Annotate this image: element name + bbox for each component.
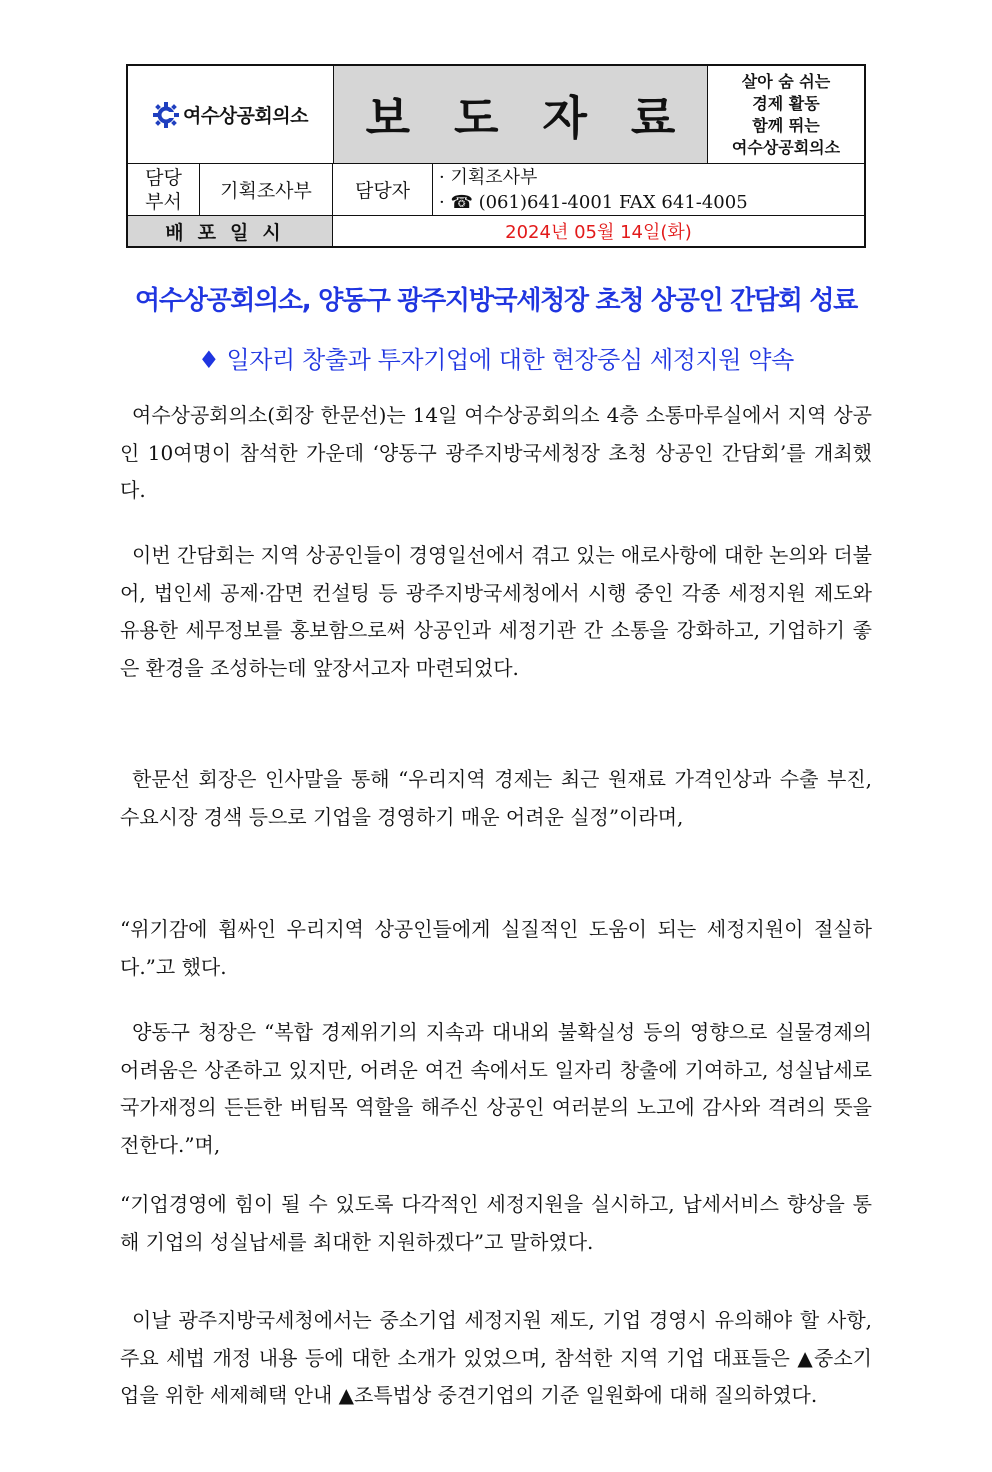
- body-paragraph: “기업경영에 힘이 될 수 있도록 다각적인 세정지원을 실시하고, 납세서비스 향상을 통해 기업의 성실납세를 최대한 지원하겠다”고 말하였다.: [120, 1192, 872, 1254]
- org-name: 여수상공회의소: [183, 105, 308, 127]
- body-paragraph: 한문선 회장은 인사말을 통해 “우리지역 경제는 최근 원재료 가격인상과 수출 부진, 수요시장 경색 등으로 기업을 경영하기 매운 어려운 실정”이라며,: [120, 767, 872, 829]
- body-paragraph: 이날 광주지방국세청에서는 중소기업 세정지원 제도, 기업 경영시 유의해야 할 사항, 주요 세법 개정 내용 등에 대한 소개가 있었으며, 참석한 지역 기업 대표들은 ▲중소기업을 위한 세제혜택 안내 ▲조특법상 중견기업의 기준 일원화에 대해 질의하였다.: [120, 1308, 872, 1407]
- headline: 여수상공회의소, 양동구 광주지방국세청장 초청 상공인 간담회 성료: [135, 286, 857, 316]
- contact-dept: · 기획조사부: [439, 166, 538, 188]
- dept-value: 기획조사부: [200, 164, 333, 215]
- body-paragraph: “위기감에 휩싸인 우리지역 상공인들에게 실질적인 도움이 되는 세정지원이 절실하다.”고 했다.: [120, 917, 872, 979]
- org-logo: [128, 66, 334, 163]
- chamber-logo-icon: [153, 102, 179, 128]
- slogan: [708, 66, 864, 163]
- dept-label-line: 담당: [145, 166, 182, 189]
- slogan-line: 여수상공회의소: [731, 137, 841, 157]
- dept-label: [128, 164, 200, 215]
- slogan-line: 살아 숨 쉬는: [741, 71, 831, 91]
- contact-label: 담당자: [333, 164, 433, 215]
- slogan-line: 함께 뛰는: [752, 115, 820, 135]
- press-release-header: [126, 64, 866, 248]
- header-date-row: [128, 216, 864, 246]
- title-cell: [334, 66, 720, 163]
- dept-label-line: 부서: [145, 190, 182, 213]
- body-paragraph: 이번 간담회는 지역 상공인들이 경영일선에서 겪고 있는 애로사항에 대한 논의와 더불어, 법인세 공제·감면 컨설팅 등 광주지방국세청에서 시행 중인 각종 세정지원 제도와 유용한 세무정보를 홍보함으로써 상공인과 세정기관 간 소통을 강화하고, 기업하기 좋은 환경을 조성하는데 앞장서고자 마련되었다.: [120, 543, 872, 680]
- slogan-line: 경제 활동: [752, 93, 820, 113]
- document-title: 보도자료: [365, 90, 720, 145]
- body-paragraph: 여수상공회의소(회장 한문선)는 14일 여수상공회의소 4층 소통마루실에서 지역 상공인 10여명이 참석한 가운데 ‘양동구 광주지방국세청장 초청 상공인 간담회’를 개최했다.: [120, 403, 872, 502]
- subheadline: ♦ 일자리 창출과 투자기업에 대한 현장중심 세정지원 약속: [198, 346, 794, 374]
- header-contact-row: [128, 164, 864, 216]
- contact-phone-fax: · ☎ (061)641-4001 FAX 641-4005: [439, 191, 748, 213]
- header-top-row: [128, 66, 864, 164]
- contact-info: [433, 164, 864, 215]
- release-date-label: 배포일시: [128, 216, 333, 246]
- release-date: 2024년 05월 14일(화): [505, 222, 692, 243]
- body-paragraph: 양동구 청장은 “복합 경제위기의 지속과 대내외 불확실성 등의 영향으로 실물경제의 어려움은 상존하고 있지만, 어려운 여건 속에서도 일자리 창출에 기여하고, 성실납세로 국가재정의 든든한 버팀목 역할을 해주신 상공인 여러분의 노고에 감사와 격려의 뜻을 전한다.”며,: [120, 1020, 872, 1157]
